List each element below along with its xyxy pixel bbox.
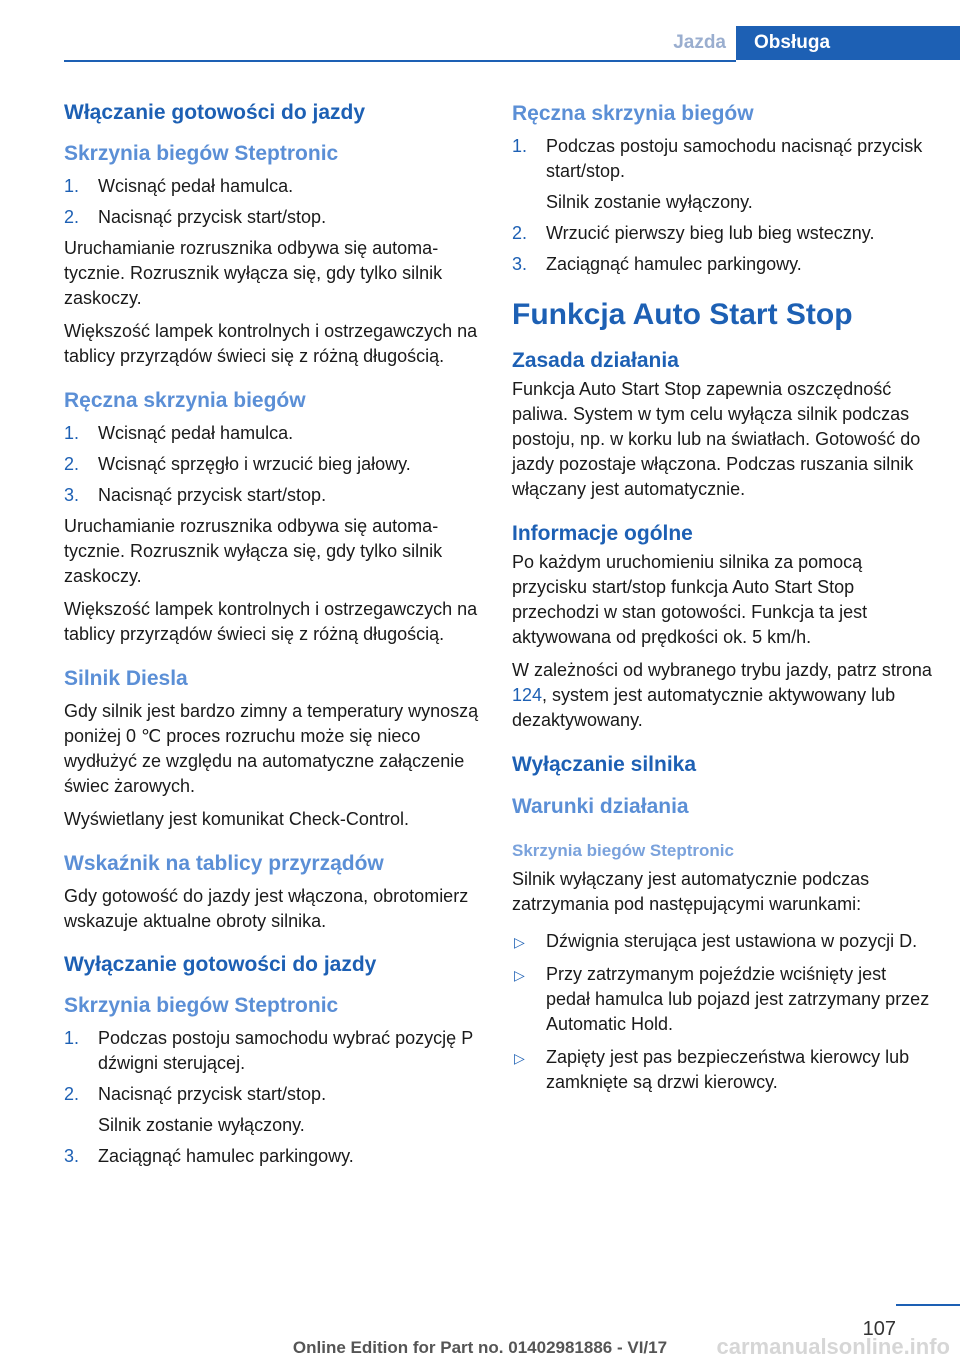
- paragraph: Uruchamianie rozrusznika odbywa się automatycznie. Rozrusznik wyłącza się, gdy tylko silnik zaskoczy.: [64, 516, 443, 586]
- heading-reczna-1: Ręczna skrzynia biegów: [64, 389, 306, 412]
- list-item: 3. Nacisnąć przycisk start/stop.: [64, 485, 327, 505]
- page-link[interactable]: 124: [512, 685, 543, 705]
- watermark: carmanualsonline.info: [716, 1334, 950, 1359]
- paragraph: Gdy gotowość do jazdy jest włączona, obrotomierz wskazuje aktualne obroty silnika.: [64, 886, 469, 931]
- heading-warunki: Warunki działania: [512, 795, 689, 818]
- left-column: [64, 100, 484, 1175]
- paragraph: Silnik wyłączany jest automatycznie podczas zatrzymania pod następującymi warunkami:: [512, 869, 870, 914]
- list-item: ▷ Dźwignia sterująca jest ustawiona w pozycji D.: [512, 929, 932, 954]
- list-item: 2. Nacisnąć przycisk start/stop. Silnik zostanie wyłączony.: [64, 1084, 327, 1135]
- heading-steptronic-2: Skrzynia biegów Steptronic: [64, 994, 339, 1017]
- right-column: [512, 100, 932, 1103]
- heading-zasada: Zasada działania: [512, 349, 679, 372]
- list-item: ▷ Zapięty jest pas bezpieczeństwa kierowcy lub zamknięte są drzwi kierowcy.: [514, 1047, 910, 1092]
- reczna-steps: [64, 421, 484, 508]
- paragraph: Wyświetlany jest komunikat Check-Control.: [64, 809, 409, 829]
- list-item: 3. Zaciągnąć hamulec parkingowy.: [64, 1146, 354, 1166]
- header-rule: [64, 60, 736, 62]
- page-number: 107: [862, 1318, 896, 1340]
- heading-informacje: Informacje ogólne: [512, 522, 693, 545]
- list-item: 2. Nacisnąć przycisk start/stop.: [64, 207, 327, 227]
- heading-steptronic-3: Skrzynia biegów Steptronic: [512, 841, 734, 860]
- page-header: [0, 0, 960, 62]
- list-item: 1. Podczas postoju samochodu nacisnąć przycisk start/stop. Silnik zostanie wyłączony.: [512, 136, 923, 212]
- heading-wskaznik: Wskaźnik na tablicy przyrządów: [64, 852, 384, 875]
- list-item: 1. Wcisnąć pedał hamulca.: [64, 423, 294, 443]
- tab-jazda[interactable]: Jazda: [673, 32, 726, 53]
- triangle-bullet-icon: ▷: [514, 967, 525, 983]
- paragraph: Większość lampek kontrolnych i ostrzegawczych na tablicy przyrządów świeci się z różną długością.: [64, 321, 478, 366]
- conditions-list: [512, 929, 932, 1095]
- list-item: ▷ Przy zatrzymanym pojeździe wciśnięty jest pedał hamulca lub pojazd jest zatrzymany przez Automatic Hold.: [514, 964, 930, 1034]
- steptronic-steps: [64, 174, 484, 230]
- triangle-bullet-icon: ▷: [514, 934, 525, 950]
- list-item: 1. Wcisnąć pedał hamulca.: [64, 176, 294, 196]
- paragraph: Większość lampek kontrolnych i ostrzegawczych na tablicy przyrządów świeci się z różną długością.: [64, 599, 478, 644]
- heading-steptronic-1: Skrzynia biegów Steptronic: [64, 142, 339, 165]
- reczna-off-steps: [512, 134, 932, 277]
- paragraph: Po każdym uruchomieniu silnika za pomocą przycisku start/stop funkcja Auto Start Stop przechodzi w stan gotowości. Funkcja ta jest aktywowana od prędkości ok. 5 km/h.: [512, 552, 868, 647]
- heading-wylaczanie: Wyłączanie gotowości do jazdy: [64, 953, 377, 976]
- list-item: 2. Wcisnąć sprzęgło i wrzucić bieg jałowy.: [64, 454, 411, 474]
- triangle-bullet-icon: ▷: [514, 1050, 525, 1066]
- heading-auto-start-stop: Funkcja Auto Start Stop: [512, 298, 853, 331]
- footer-rule: [896, 1304, 960, 1306]
- heading-wylaczanie-silnika: Wyłączanie silnika: [512, 753, 697, 776]
- list-item: 2. Wrzucić pierwszy bieg lub bieg wsteczny.: [512, 223, 875, 243]
- heading-reczna-2: Ręczna skrzynia biegów: [512, 102, 754, 125]
- edition-line: Online Edition for Part no. 01402981886 - VI/17: [292, 1338, 668, 1357]
- heading-wlaczanie: Włączanie gotowości do jazdy: [64, 101, 366, 124]
- paragraph: W zależności od wybranego trybu jazdy, patrz strona 124, system jest automatycznie aktywowany lub dezaktywowany.: [512, 660, 932, 730]
- paragraph: Gdy silnik jest bardzo zimny a temperatury wynoszą poniżej 0 ℃ proces rozruchu może się nieco wydłużyć ze względu na automatyczne załączenie świec żarowych.: [64, 701, 479, 796]
- paragraph: Uruchamianie rozrusznika odbywa się automatycznie. Rozrusznik wyłącza się, gdy tylko silnik zaskoczy.: [64, 238, 443, 308]
- wylaczanie-steps: [64, 1026, 484, 1169]
- list-item: 3. Zaciągnąć hamulec parkingowy.: [512, 254, 802, 274]
- tab-obsluga[interactable]: Obsługa: [736, 26, 960, 60]
- paragraph: Funkcja Auto Start Stop zapewnia oszczędność paliwa. System w tym celu wyłącza silnik podczas postoju, np. w korku lub na światłach. Gotowość do jazdy pozostaje włączona. Podczas ruszania silnik włączany jest automatycznie.: [512, 379, 921, 499]
- list-item: 1. Podczas postoju samochodu wybrać pozycję P dźwigni sterującej.: [64, 1028, 473, 1073]
- heading-diesel: Silnik Diesla: [64, 667, 188, 690]
